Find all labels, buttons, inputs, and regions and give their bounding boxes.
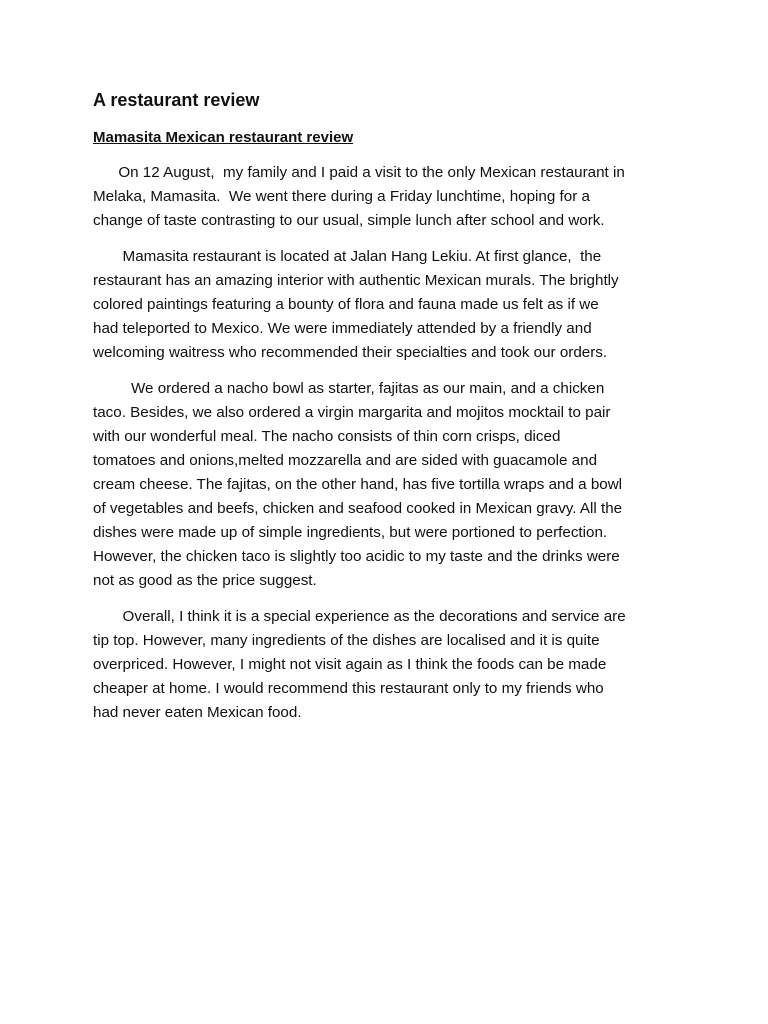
paragraph-line: However, the chicken taco is slightly too acidic to my taste and the drinks were (93, 548, 620, 565)
paragraph-line: with our wonderful meal. The nacho consists of thin corn crisps, diced (93, 428, 561, 445)
paragraph-line: tip top. However, many ingredients of the dishes are localised and it is quite (93, 632, 600, 649)
paragraph-line: We ordered a nacho bowl as starter, fajitas as our main, and a chicken (93, 380, 605, 397)
paragraph-line: Overall, I think it is a special experience as the decorations and service are (93, 608, 626, 625)
paragraph-line: overpriced. However, I might not visit again as I think the foods can be made (93, 656, 607, 673)
paragraph-line: taco. Besides, we also ordered a virgin margarita and mojitos mocktail to pair (93, 404, 611, 421)
review-body (93, 161, 683, 737)
review-paragraph (93, 605, 683, 725)
paragraph-line: not as good as the price suggest. (93, 572, 317, 589)
paragraph-line: cheaper at home. I would recommend this restaurant only to my friends who (93, 680, 604, 697)
paragraph-line: Melaka, Mamasita. We went there during a Friday lunchtime, hoping for a (93, 188, 590, 205)
paragraph-line: of vegetables and beefs, chicken and seafood cooked in Mexican gravy. All the (93, 500, 623, 517)
paragraph-line: colored paintings featuring a bounty of flora and fauna made us felt as if we (93, 296, 599, 313)
review-subtitle: Mamasita Mexican restaurant review (93, 129, 354, 146)
paragraph-line: tomatoes and onions,melted mozzarella and are sided with guacamole and (93, 452, 598, 469)
paragraph-line: dishes were made up of simple ingredients, but were portioned to perfection. (93, 524, 608, 541)
paragraph-line: had teleported to Mexico. We were immediately attended by a friendly and (93, 320, 592, 337)
review-paragraph (93, 377, 683, 593)
paragraph-line: welcoming waitress who recommended their specialties and took our orders. (93, 344, 608, 361)
document-title: A restaurant review (93, 90, 260, 110)
review-paragraph (93, 161, 683, 233)
paragraph-line: had never eaten Mexican food. (93, 704, 302, 721)
paragraph-line: restaurant has an amazing interior with authentic Mexican murals. The brightly (93, 272, 619, 289)
review-paragraph (93, 245, 683, 365)
paragraph-line: cream cheese. The fajitas, on the other hand, has five tortilla wraps and a bowl (93, 476, 623, 493)
paragraph-line: change of taste contrasting to our usual, simple lunch after school and work. (93, 212, 605, 229)
paragraph-line: Mamasita restaurant is located at Jalan Hang Lekiu. At first glance, the (93, 248, 602, 265)
paragraph-line: On 12 August, my family and I paid a visit to the only Mexican restaurant in (93, 164, 625, 181)
